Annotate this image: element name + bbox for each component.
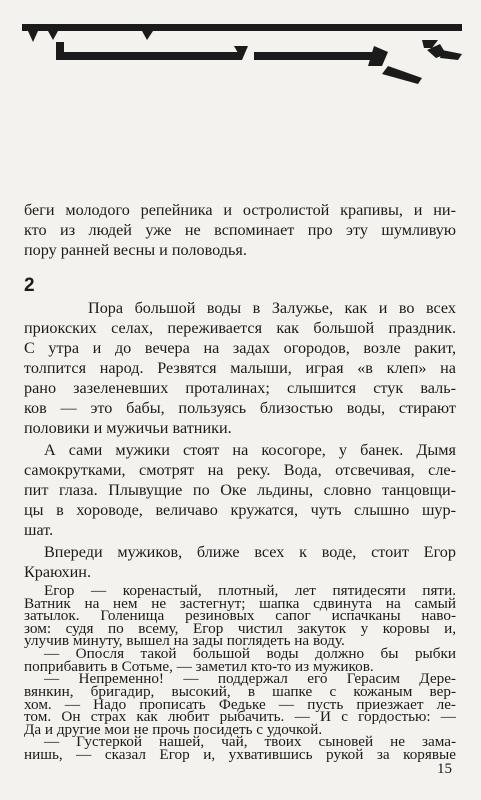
chapter-number: 2: [24, 275, 35, 296]
text-line: Впереди мужиков, ближе всех к воде, стоит Егор: [44, 543, 456, 561]
text-line: улучив минуту, вышел на зады поглядеть на воду.: [24, 632, 345, 650]
text-line: приокских селах, переживается как большой праздник.: [24, 319, 456, 337]
text-line: затылок. Голенища резиновых сапог испачканы наво-: [24, 607, 456, 625]
text-line: пит глаза. Плывущие по Оке льдины, словно танцовщи-: [24, 481, 456, 499]
text-line: А сами мужики стоят на косогоре, у банек. Дымя: [44, 441, 456, 459]
text-line: — Непременно! — поддержал его Герасим Дере-: [44, 670, 456, 688]
text-line: шат.: [24, 521, 54, 539]
text-line: самокрутками, смотрят на реку. Вода, отсвечивая, сле-: [24, 461, 456, 479]
text-line: Краюхин.: [24, 563, 92, 581]
text-line: беги молодого репейника и остролистой крапивы, и ни-: [24, 201, 456, 219]
text-line: — Густеркой нашей, чай, твоих сыновей не зама-: [44, 733, 456, 751]
text-line: нишь, — сказал Егор и, ухватившись рукой за корявые: [24, 746, 456, 763]
text-line: половики и мужичьи ватники.: [24, 419, 232, 437]
page-number: 15: [437, 761, 452, 777]
text-line: том. Он страх как любит рыбачить. — И с гордостью: —: [24, 708, 456, 726]
text-line: толпится народ. Резвятся малыши, играя «в клеп» на: [24, 359, 456, 377]
text-line: Егор — коренастый, плотный, лет пятидесяти пяти.: [44, 582, 456, 599]
text-line: Пора большой воды в Залужье, как и во всех: [88, 299, 456, 317]
text-line: Да и другие мои не прочь посидеть с удочкой.: [24, 720, 323, 738]
text-line: рано зазеленевших проталинах; слышится стук валь-: [24, 379, 456, 397]
text-line: ков — это бабы, пользуясь близостью воды, стирают: [24, 399, 456, 417]
text-line: Ватник на нем не застегнут; шапка сдвинута на самый: [24, 594, 456, 612]
text-line: С утра и до вечера на задах огородов, возле ракит,: [24, 339, 456, 357]
text-line: поприбавить в Сотьме, — заметил кто-то из мужиков.: [24, 657, 374, 675]
text-line: кто из людей уже не вспоминает про эту шумливую: [24, 221, 456, 239]
text-line: — Опосля такой большой воды должно бы рыбки: [44, 645, 456, 663]
text-line: хом. — Надо прописать Федьке — пусть приезжает ле-: [24, 695, 456, 713]
text-line: пору ранней весны и половодья.: [24, 241, 247, 259]
text-line: зом: судя по всему, Егор чистил закуток у коровы и,: [24, 619, 456, 637]
text-line: вянкин, бригадир, высокий, в шапке с кожаным вер-: [24, 682, 456, 700]
decorative-ornament: [22, 18, 462, 84]
text-line: цы в хороводе, величаво кружатся, чуть слышно шур-: [24, 501, 456, 519]
